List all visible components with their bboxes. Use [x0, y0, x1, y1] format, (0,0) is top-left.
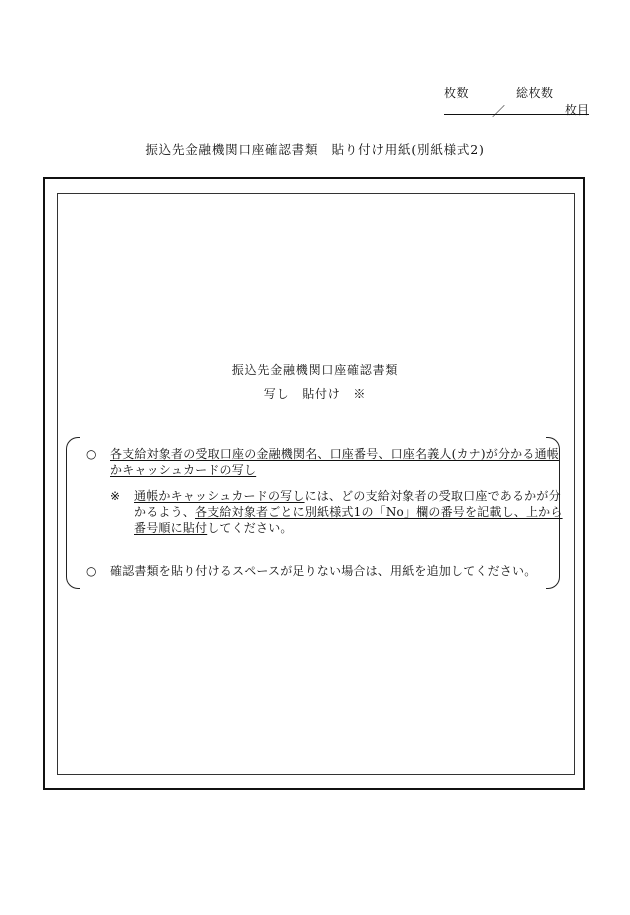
circle-bullet: ○	[86, 447, 97, 461]
circle-bullet: ○	[86, 564, 97, 578]
sheet-separator: ／	[492, 105, 506, 120]
note-text	[134, 488, 561, 504]
left-bracket	[66, 437, 80, 589]
note-text-underlined: 番号順に貼付	[134, 521, 208, 535]
note-text: 確認書類を貼り付けるスペースが足りない場合は、用紙を追加してください。	[110, 564, 537, 578]
note-text	[134, 504, 563, 520]
page-count-field	[430, 80, 595, 120]
note-text: 各支給対象者の受取口座の金融機関名、口座番号、口座名義人(カナ)が分かる通帳	[110, 447, 559, 461]
note-text-plain: かるよう、	[134, 505, 196, 519]
note-text: かキャッシュカードの写し	[110, 463, 257, 477]
note-item-required-copy	[86, 446, 559, 486]
note-text-plain: には、どの支給対象者の受取口座であるかが分	[304, 489, 561, 503]
note-text-underlined: 通帳かキャッシュカードの写し	[134, 489, 305, 503]
sheet-count-underline	[444, 114, 589, 115]
note-item-labeling	[110, 488, 563, 540]
sheet-number-label: 枚数	[444, 86, 470, 100]
paste-area-instruction: 写し 貼付け ※	[263, 387, 367, 401]
paste-area-label: 振込先金融機関口座確認書類	[231, 363, 399, 377]
total-sheets-label: 総枚数	[516, 86, 554, 100]
sheet-suffix: 枚目	[564, 103, 589, 117]
note-text-plain: してください。	[207, 521, 293, 535]
note-item-add-paper	[86, 563, 556, 583]
page-title: 振込先金融機関口座確認書類 貼り付け用紙(別紙様式2)	[145, 142, 485, 157]
note-text	[134, 520, 293, 536]
note-text-underlined: 各支給対象者ごとに別紙様式1の「No」欄の番号を記載し、上から	[195, 505, 563, 519]
asterisk-mark: ※	[110, 489, 121, 503]
